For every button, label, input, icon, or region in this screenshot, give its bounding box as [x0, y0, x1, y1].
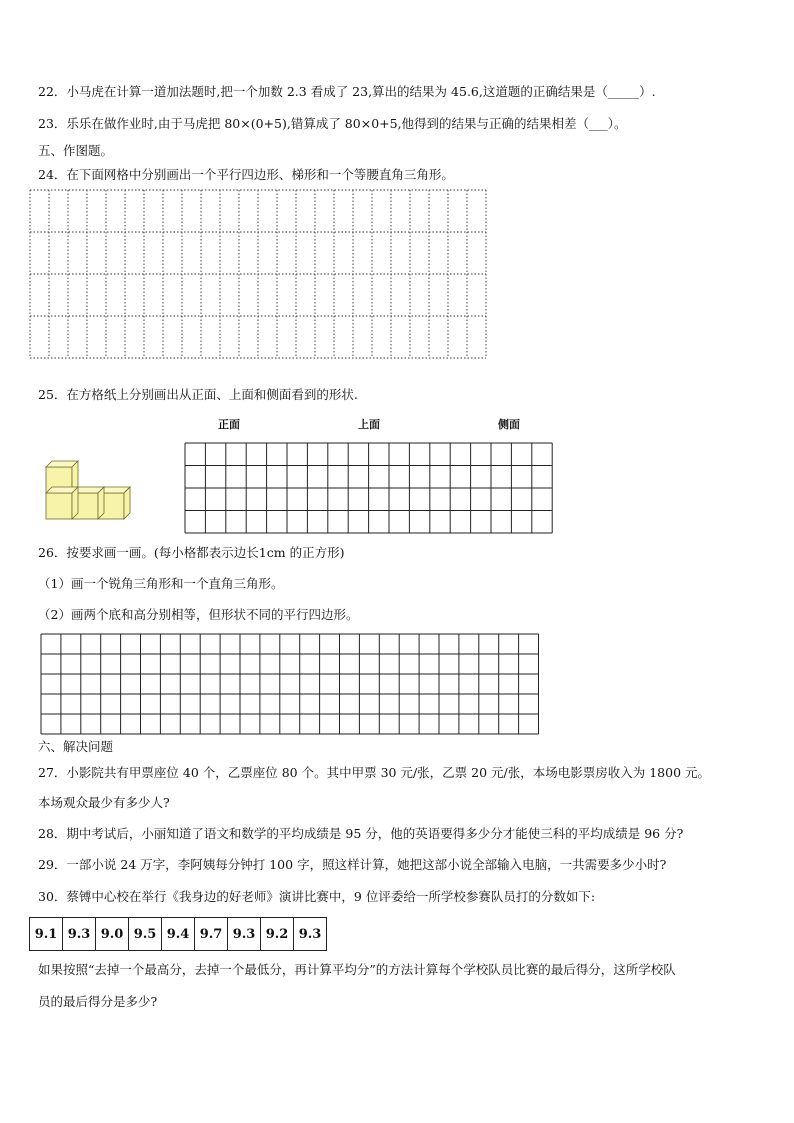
cube-side-face: [98, 487, 104, 519]
cube-side-face: [124, 487, 130, 519]
question-30-continued: 如果按照“去掉一个最高分，去掉一个最低分，再计算平均分”的方法计算每个学校队员比赛的最后得分，这所学校队: [38, 962, 676, 977]
question-26-part-1: （1）画一个锐角三角形和一个直角三角形。: [38, 576, 284, 591]
question-29: 29．一部小说 24 万字，李阿姨每分钟打 100 字，照这样计算，她把这部小说全部输入电脑，一共需要多少小时?: [38, 857, 667, 872]
cube-side-face: [72, 487, 78, 519]
view-label-top: 上面: [358, 418, 380, 431]
question-26-part-2: （2）画两个底和高分别相等，但形状不同的平行四边形。: [38, 607, 359, 622]
question-27: 27．小影院共有甲票座位 40 个，乙票座位 80 个。其中甲票 30 元/张，乙票 20 元/张，本场电影票房收入为 1800 元。: [38, 765, 710, 780]
score-cell: 9.0: [96, 918, 129, 951]
score-table: [29, 917, 327, 951]
score-cell: 9.3: [294, 918, 327, 951]
score-cell: 9.4: [162, 918, 195, 951]
question-22: 22．小马虎在计算一道加法题时,把一个加数 2.3 看成了 23,算出的结果为 45.6,这道题的正确结果是（_____）.: [38, 84, 656, 99]
score-cell: 9.2: [261, 918, 294, 951]
question-23: 23．乐乐在做作业时,由于马虎把 80×(0+5),错算成了 80×0+5,他得到的结果与正确的结果相差（___）。: [38, 116, 627, 131]
question-26: 26．按要求画一画。(每小格都表示边长1cm 的正方形): [38, 545, 345, 560]
cube-stack-figure: [40, 455, 140, 525]
q25-square-grid[interactable]: [184, 442, 558, 535]
cube-face: [46, 493, 72, 519]
question-24: 24．在下面网格中分别画出一个平行四边形、梯形和一个等腰直角三角形。: [38, 167, 454, 182]
question-30-end: 员的最后得分是多少?: [38, 994, 158, 1009]
q26-square-grid[interactable]: [40, 633, 541, 735]
question-27-continued: 本场观众最少有多少人?: [38, 795, 170, 810]
section-6-heading: 六、解决问题: [38, 739, 114, 754]
score-cell: 9.5: [129, 918, 162, 951]
score-row: [30, 918, 327, 951]
section-5-heading: 五、作图题。: [38, 143, 114, 158]
question-30: 30．蔡镈中心校在举行《我身边的好老师》演讲比赛中，9 位评委给一所学校参赛队员打的分数如下:: [38, 889, 596, 904]
question-25: 25．在方格纸上分别画出从正面、上面和侧面看到的形状.: [38, 387, 358, 402]
view-label-front: 正面: [218, 418, 240, 431]
score-cell: 9.3: [228, 918, 261, 951]
question-28: 28．期中考试后，小丽知道了语文和数学的平均成绩是 95 分，他的英语要得多少分才能使三科的平均成绩是 96 分?: [38, 826, 684, 841]
view-label-side: 侧面: [498, 418, 520, 431]
q24-dotted-grid[interactable]: [29, 189, 489, 361]
score-cell: 9.3: [63, 918, 96, 951]
score-cell: 9.7: [195, 918, 228, 951]
score-cell: 9.1: [30, 918, 63, 951]
